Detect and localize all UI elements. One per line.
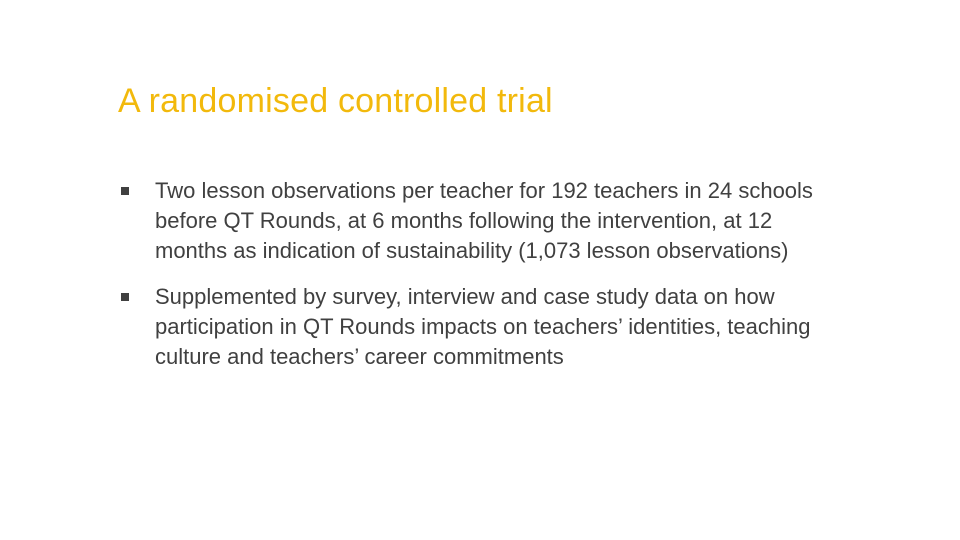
slide-title: A randomised controlled trial xyxy=(118,82,553,120)
bullet-text: Supplemented by survey, interview and case study data on how participation in QT Rounds impacts on teachers’ identities, teaching culture and teachers’ career commitments xyxy=(155,284,811,369)
bullet-text: Two lesson observations per teacher for 192 teachers in 24 schools before QT Rounds, at 6 months following the intervention, at 12 months as indication of sustainability (1,073 lesson observations) xyxy=(155,178,813,263)
bullet-item xyxy=(118,282,838,372)
bullet-item xyxy=(118,176,838,266)
bullet-list xyxy=(118,176,838,388)
square-bullet-icon xyxy=(118,176,132,206)
square-bullet-icon xyxy=(118,282,132,312)
